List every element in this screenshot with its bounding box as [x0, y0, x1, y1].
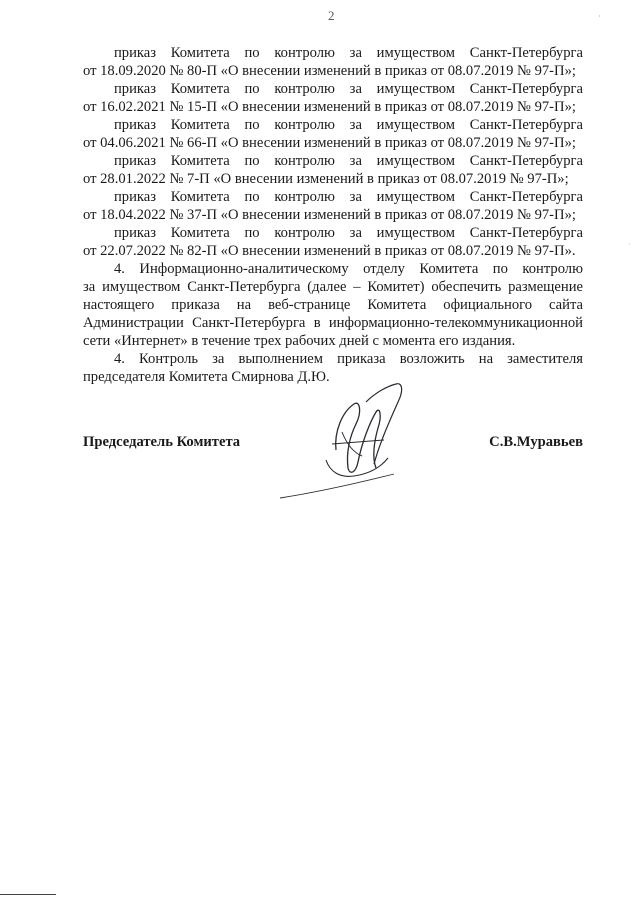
order-entry — [83, 116, 583, 152]
order-entry-line: приказ Комитета по контролю за имуществом Санкт-Петербурга — [114, 117, 583, 133]
clause-4-line: сети «Интернет» в течение трех рабочих дней с момента его издания. — [83, 333, 516, 349]
order-entry-line: от 22.07.2022 № 82-П «О внесении изменений в приказ от 08.07.2019 № 97-П». — [83, 243, 576, 259]
order-entry — [83, 44, 583, 80]
order-entry-line: приказ Комитета по контролю за имуществом Санкт-Петербурга — [114, 189, 583, 205]
order-entry-line: приказ Комитета по контролю за имуществом Санкт-Петербурга — [114, 81, 583, 97]
order-entry-line: от 16.02.2021 № 15-П «О внесении изменений в приказ от 08.07.2019 № 97-П»; — [83, 99, 576, 115]
order-entry-line: от 28.01.2022 № 7-П «О внесении изменений в приказ от 08.07.2019 № 97-П»; — [83, 171, 569, 187]
page-number: 2 — [328, 8, 335, 23]
clause-4-line: 4. Информационно-аналитическому отделу Комитета по контролю — [114, 261, 583, 277]
clause-4-line: настоящего приказа на веб-странице Комитета официального сайта — [83, 297, 583, 313]
order-entry — [83, 188, 583, 224]
order-entry-line: приказ Комитета по контролю за имуществом Санкт-Петербурга — [114, 153, 583, 169]
order-entry-line: от 18.04.2022 № 37-П «О внесении изменений в приказ от 08.07.2019 № 97-П»; — [83, 207, 576, 223]
order-entry-line: от 04.06.2021 № 66-П «О внесении изменений в приказ от 08.07.2019 № 97-П»; — [83, 135, 576, 151]
clause-4-line: Администрации Санкт-Петербурга в информационно-телекоммуникационной — [83, 315, 583, 331]
corner-mark: · — [598, 12, 601, 21]
document-body — [83, 44, 583, 386]
clause-4-control-line: 4. Контроль за выполнением приказа возложить на заместителя — [114, 351, 583, 367]
order-entry-line: приказ Комитета по контролю за имуществом Санкт-Петербурга — [114, 45, 583, 61]
footer-rule — [0, 894, 56, 895]
orders-list — [83, 44, 583, 260]
order-entry-line: от 18.09.2020 № 80-П «О внесении изменений в приказ от 08.07.2019 № 97-П»; — [83, 63, 576, 79]
order-entry — [83, 224, 583, 260]
signatory-name: С.В.Муравьев — [489, 434, 583, 450]
clause-4-control-line: председателя Комитета Смирнова Д.Ю. — [83, 369, 330, 385]
stray-mark: · — [628, 240, 631, 249]
order-entry-line: приказ Комитета по контролю за имуществом Санкт-Петербурга — [114, 225, 583, 241]
signature-row — [83, 434, 583, 458]
order-entry — [83, 152, 583, 188]
order-entry — [83, 80, 583, 116]
clause-4-line: за имуществом Санкт-Петербурга (далее – Комитет) обеспечить размещение — [83, 279, 583, 295]
clause-4-publication — [83, 260, 583, 350]
signatory-title: Председатель Комитета — [83, 434, 241, 450]
